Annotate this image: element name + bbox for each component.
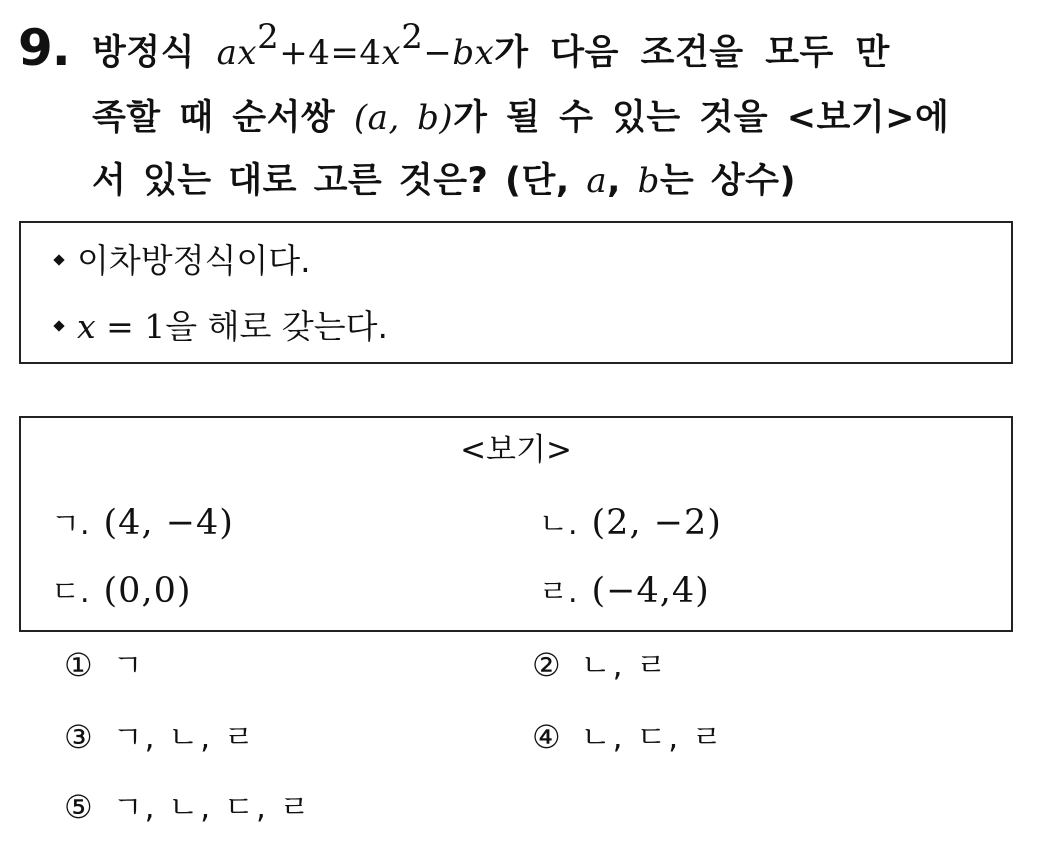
choice-answer: ㄴ, ㄹ [580,648,669,684]
question-text: 가 될 수 있는 것을 <보기>에 [453,98,950,138]
bullet-icon [53,254,64,265]
condition-text: 이차방정식이다. [77,241,311,280]
bogi-item [539,500,722,548]
condition-text: 을 해로 갖는다. [165,307,389,346]
choice-number: ⑤ [64,788,93,826]
condition-box [19,221,1013,364]
choice-number: ② [532,646,561,684]
bogi-pair: (2, −2) [591,503,722,543]
answer-choice-1[interactable] [64,644,145,687]
equation-var-x: x [474,33,495,73]
bogi-label: ㄱ. [51,507,90,542]
bogi-pair: (4, −4) [103,503,234,543]
equation-coefficient: 4 [359,33,382,73]
equation-exponent: 2 [257,17,280,58]
choice-number: ④ [532,718,561,756]
choice-number: ③ [64,718,93,756]
bogi-pair: (−4,4) [591,571,710,611]
choice-answer: ㄱ, ㄴ, ㄷ, ㄹ [112,790,312,826]
bogi-label: ㄷ. [51,575,90,610]
comma: , [607,161,621,201]
answer-choice-3[interactable] [64,716,256,759]
answer-choice-2[interactable] [532,644,668,687]
equation-var-x: x [381,33,402,73]
answer-choice-5[interactable] [64,786,312,829]
equation-equals: = [330,33,360,73]
question-text: 방정식 [92,33,195,73]
question-line-2 [92,93,1010,143]
question-text: 가 다음 조건을 모두 만 [494,33,890,73]
bogi-title: <보기> [460,432,572,468]
question-text: 서 있는 대로 고른 것은? (단, [92,161,570,201]
condition-item [55,239,311,283]
question-text: 는 상수) [659,161,796,201]
bogi-label: ㄹ. [539,575,578,610]
bogi-item [51,500,234,548]
equation-var-b: b [452,33,475,73]
question-text: 족할 때 순서쌍 [92,98,336,138]
bullet-icon [53,320,64,331]
equation [216,17,495,73]
bogi-box [19,416,1013,632]
equation-var-x: x [237,33,258,73]
variable-a: a [586,161,608,201]
bogi-item [51,568,192,616]
equation-var-a: a [216,33,238,73]
condition-item [55,305,388,349]
choice-number: ① [64,646,93,684]
condition-math-var: x [77,307,96,346]
choice-answer: ㄱ [112,648,145,684]
question-line-1 [92,17,1010,78]
variable-b: b [637,161,660,201]
bogi-pair: (0,0) [103,571,192,611]
bogi-item [539,568,710,616]
question-number: 9. [18,19,70,77]
bogi-label: ㄴ. [539,507,578,542]
equation-plus: + [279,33,309,73]
answer-choice-4[interactable] [532,716,724,759]
condition-math: = 1 [95,307,166,346]
choice-answer: ㄴ, ㄷ, ㄹ [580,720,724,756]
equation-constant: 4 [308,33,331,73]
ordered-pair: (a, b) [353,98,454,138]
equation-minus: − [423,33,453,73]
question-line-3 [92,156,1010,206]
choice-answer: ㄱ, ㄴ, ㄹ [112,720,256,756]
equation-exponent: 2 [401,17,424,58]
